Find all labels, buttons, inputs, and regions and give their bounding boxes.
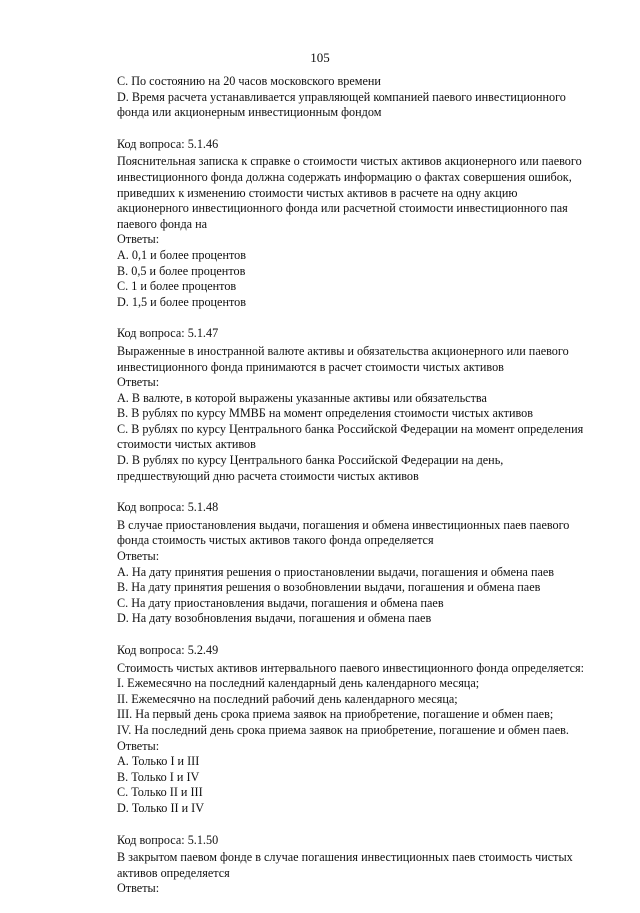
question-block [117, 326, 617, 484]
question-text-line: IV. На последний день срока приема заявок на приобретение, погашение и обмен паев. [117, 722, 569, 737]
answer-option: предшествующий дню расчета стоимости чистых активов [117, 468, 419, 483]
question-text-line: приведших к изменению стоимости чистых активов в расчете на одну акцию [117, 185, 518, 200]
answer-option: C. Только II и III [117, 785, 203, 800]
answer-option: D. В рублях по курсу Центрального банка Российской Федерации на день, [117, 453, 504, 468]
question-code: Код вопроса: 5.1.47 [117, 326, 219, 341]
question-text-line: В случае приостановления выдачи, погашения и обмена инвестиционных паев паевого [117, 517, 570, 532]
answers-label: Ответы: [117, 232, 160, 247]
answer-option: A. 0,1 и более процентов [117, 247, 247, 262]
answer-option: D. На дату возобновления выдачи, погашения и обмена паев [117, 611, 432, 626]
answer-option: B. В рублях по курсу ММВБ на момент определения стоимости чистых активов [117, 406, 534, 421]
answer-option: стоимости чистых активов [117, 437, 256, 452]
question-text-line: инвестиционного фонда принимаются в расчет стоимости чистых активов [117, 359, 504, 374]
question-block [117, 500, 617, 627]
question-text-line: II. Ежемесячно на последний рабочий день календарного месяца; [117, 691, 458, 706]
question-text-line: акционерного инвестиционного фонда или расчетной стоимости инвестиционного пая [117, 201, 568, 216]
intro-line: D. Время расчета устанавливается управляющей компанией паевого инвестиционного [117, 89, 566, 104]
question-text-line: фонда стоимость чистых активов такого фонда определяется [117, 533, 434, 548]
question-code: Код вопроса: 5.1.48 [117, 500, 219, 515]
answer-option: A. На дату принятия решения о приостановлении выдачи, погашения и обмена паев [117, 564, 555, 579]
answer-option: B. На дату принятия решения о возобновлении выдачи, погашения и обмена паев [117, 580, 541, 595]
question-text-line: паевого фонда на [117, 216, 208, 231]
answer-option: B. 0,5 и более процентов [117, 263, 246, 278]
question-text-line: Стоимость чистых активов интервального паевого инвестиционного фонда определяется: [117, 660, 585, 675]
answer-option: C. 1 и более процентов [117, 279, 237, 294]
answer-option: A. В валюте, в которой выражены указанные активы или обязательства [117, 390, 487, 405]
intro-block [117, 74, 617, 121]
question-text-line: В закрытом паевом фонде в случае погашения инвестиционных паев стоимость чистых [117, 850, 573, 865]
question-text-line: Пояснительная записка к справке о стоимости чистых активов акционерного или паевого [117, 154, 582, 169]
question-block [117, 833, 617, 897]
question-text-line: III. На первый день срока приема заявок на приобретение, погашение и обмен паев; [117, 707, 554, 722]
answers-label: Ответы: [117, 881, 160, 896]
answer-option: A. Только I и III [117, 754, 200, 769]
question-code: Код вопроса: 5.1.46 [117, 136, 219, 151]
question-text-line: активов определяется [117, 865, 230, 880]
question-block [117, 643, 617, 817]
page-content [117, 74, 617, 913]
answer-option: D. 1,5 и более процентов [117, 294, 247, 309]
question-text-line: I. Ежемесячно на последний календарный день календарного месяца; [117, 676, 480, 691]
intro-line: C. По состоянию на 20 часов московского времени [117, 74, 381, 88]
answers-label: Ответы: [117, 549, 160, 564]
page-number: 105 [310, 50, 330, 65]
question-text-line: Выраженные в иностранной валюте активы и обязательства акционерного или паевого [117, 343, 569, 358]
question-code: Код вопроса: 5.2.49 [117, 643, 219, 657]
answer-option: D. Только II и IV [117, 800, 205, 815]
answer-option: C. В рублях по курсу Центрального банка Российской Федерации на момент определения [117, 421, 584, 436]
answers-label: Ответы: [117, 738, 160, 753]
answer-option: C. На дату приостановления выдачи, погашения и обмена паев [117, 595, 444, 610]
answers-label: Ответы: [117, 375, 160, 390]
question-code: Код вопроса: 5.1.50 [117, 832, 219, 847]
answer-option: B. Только I и IV [117, 769, 200, 784]
intro-line: фонда или акционерным инвестиционным фондом [117, 105, 382, 120]
question-text-line: инвестиционного фонда должна содержать информацию о фактах совершения ошибок, [117, 169, 572, 184]
question-block [117, 137, 617, 311]
